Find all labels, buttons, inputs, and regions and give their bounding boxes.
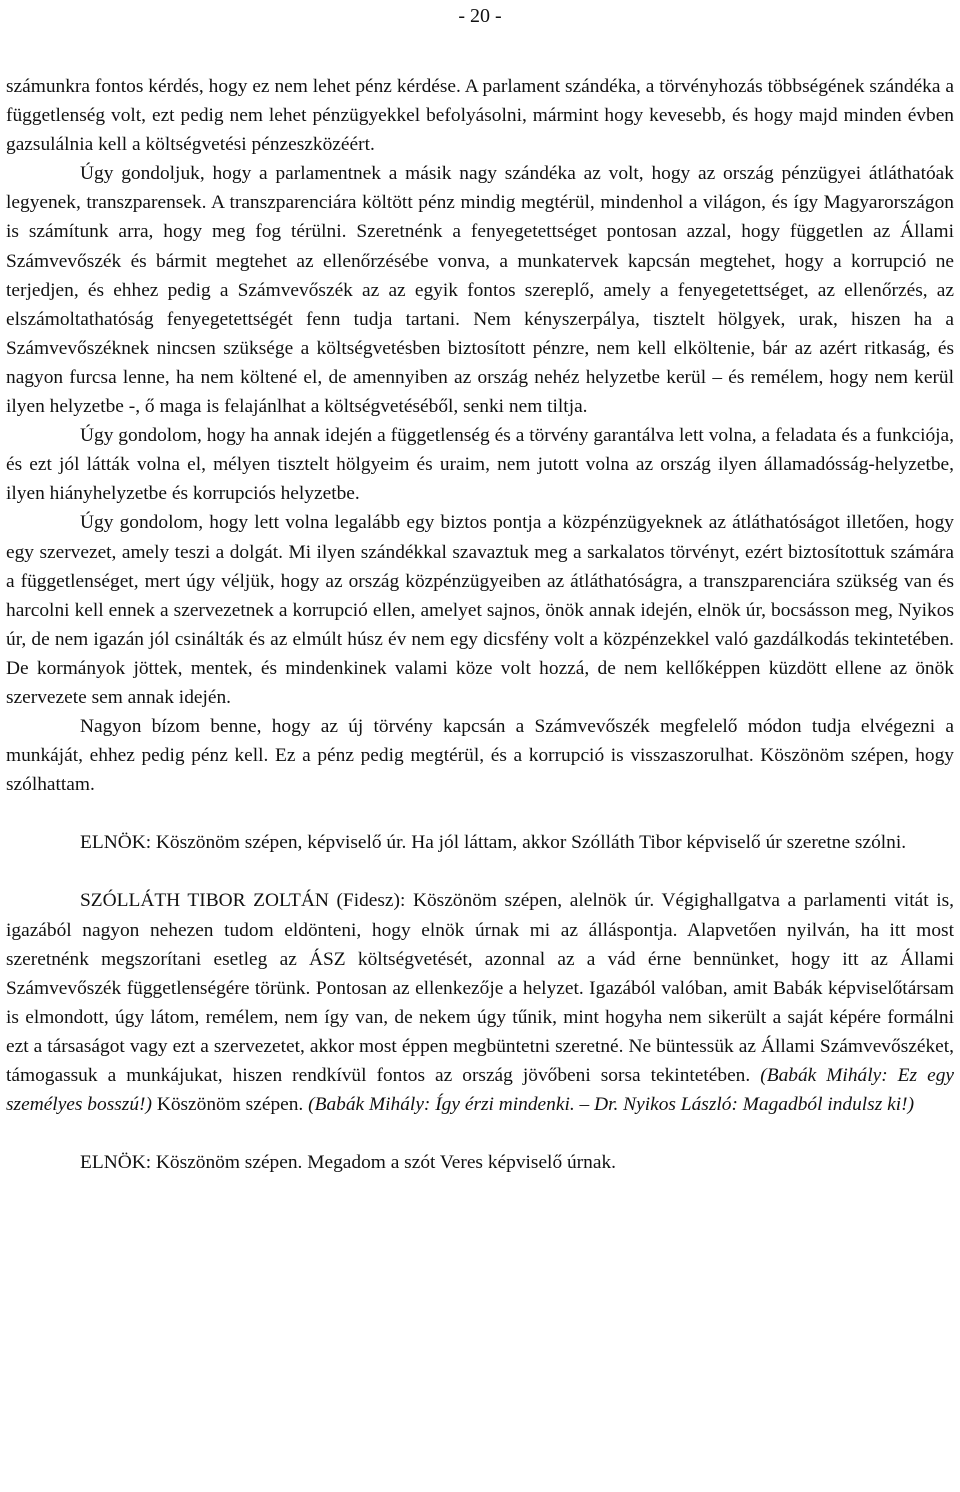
speech-thanks: Köszönöm szépen. <box>156 1094 304 1116</box>
interjection-babak-nyikos: (Babák Mihály: Így érzi mindenki. – Dr. Nyikos László: Magadból indulsz ki!) <box>308 1094 915 1116</box>
speech-text: SZÓLLÁTH TIBOR ZOLTÁN (Fidesz): Köszönöm szépen, alelnök úr. Végighallgatva a parlamenti vitát is, igazából nagyon nehezen tudom eldönteni, hogy elnök úrnak mi az álláspontja. Alapvetően nyilván, ha itt most szeretnénk megszorítani esetleg az ÁSZ költségvetését, azonnal az a vád érne bennünket, hogy itt az Állami Számvevőszék függetlenségére törünk. Pontosan az ellenkezője a helyzet. Igazából valóban, amit Babák képviselőtársam is elmondott, úgy látom, remélem, nem így van, de nekem úgy tűnik, mint hogyha nem sikerült a saját képére formálni ezt a társaságot vagy ezt a szervezetet, akkor most éppen megbüntetni szeretné. Ne büntessük az Állami Számvevőszéket, támogassuk a munkájukat, hiszen rendkívül fontos az ország jövőbeni sorsa tekintetében. <box>6 890 954 1086</box>
paragraph-transparency: Úgy gondoljuk, hogy a parlamentnek a másik nagy szándéka az volt, hogy az ország pénzügyei átláthatóak legyenek, transzparensek. A transzparenciára költött pénz mindig megtérül, mindenhol a világon, és így Magyarországon is számítunk arra, hogy meg fog térülni. Szeretnénk a fenyegetettséget pontosan azzal, hogy független az Állami Számvevőszék és bármit megtehet az ellenőrzésébe vonva, a munkatervek kapcsán megtehet, hogy a korrupció ne terjedjen, és ehhez pedig a Számvevőszék az az egyik fontos szereplő, amely a fenyegetettséget, az ellenőrzés, az elszámoltathatóság fenyegetettségét fenn tudja tartani. Nem kényszerpálya, tisztelt hölgyek, urak, hiszen ha a Számvevőszéknek nincsen szüksége a költségvetésben biztosított pénzre, nem kell elköltenie, bár az azért ritkaság, és nagyon furcsa lenne, ha nem költené el, de amennyiben az ország nehéz helyzetbe kerül – és remélem, hogy nem kerül ilyen helyzetbe -, ő maga is felajánlhat a költségvetéséből, senki nem tiltja. <box>6 163 954 418</box>
paragraph-speaker-szollath <box>6 886 954 1119</box>
page-number: - 20 - <box>458 5 502 27</box>
paragraph-closing-remarks: Nagyon bízom benne, hogy az új törvény kapcsán a Számvevőszék megfelelő módon tudja elvégezni a munkáját, ehhez pedig pénz kell. Ez a pénz pedig megtérül, és a korrupció is visszaszorulhat. Köszönöm szépen, hogy szólhattam. <box>6 716 954 796</box>
paragraph-independence: Úgy gondolom, hogy ha annak idején a függetlenség és a törvény garantálva lett volna, a feladata és a funkciója, és ezt jól látták volna el, mélyen tisztelt hölgyeim és uraim, nem jutott volna az ország ilyen államadósság-helyzetbe, ilyen hiányhelyzetbe és korrupciós helyzetbe. <box>6 425 954 505</box>
paragraph-public-finance: Úgy gondolom, hogy lett volna legalább egy biztos pontja a közpénzügyeknek az átláthatóságot illetően, hogy egy szervezet, amely teszi a dolgát. Mi ilyen szándékkal szavaztuk meg a sarkalatos törvényt, ezért biztosítottuk számára a függetlenséget, mert úgy véljük, hogy az ország közpénzügyeiben az átláthatóságra, a transzparenciára szükség van és harcolni kell ennek a szervezetnek a korrupció ellen, amelyet sajnos, önök annak idején, elnök úr, bocsásson meg, Nyikos úr, de nem igazán jól csinálták és az elmúlt húsz év nem egy dicsfény volt a közpénzekkel való gazdálkodás tekintetében. De kormányok jöttek, mentek, és mindenkinek valami köze volt hozzá, de nem kellőképpen küzdött ellene az önök szervezete sem annak idején. <box>6 512 954 708</box>
paragraph-continuation: számunkra fontos kérdés, hogy ez nem lehet pénz kérdése. A parlament szándéka, a törvényhozás többségének szándéka a függetlenség volt, ezt pedig nem lehet pénzügyekkel befolyásolni, mármint hogy kevesebb, és hogy majd minden évben gazsulálnia kell a költségvetési pénzeszközéért. <box>6 76 954 156</box>
interjection-babak: (Babák Mihály: Ez egy személyes bosszú!) <box>6 1065 955 1116</box>
transcript-body <box>6 72 954 1177</box>
paragraph-chair-next-speaker: ELNÖK: Köszönöm szépen. Megadom a szót Veres képviselő úrnak. <box>80 1152 616 1174</box>
paragraph-chair-remark: ELNÖK: Köszönöm szépen, képviselő úr. Ha jól láttam, akkor Szólláth Tibor képviselő úr szeretne szólni. <box>80 832 907 854</box>
